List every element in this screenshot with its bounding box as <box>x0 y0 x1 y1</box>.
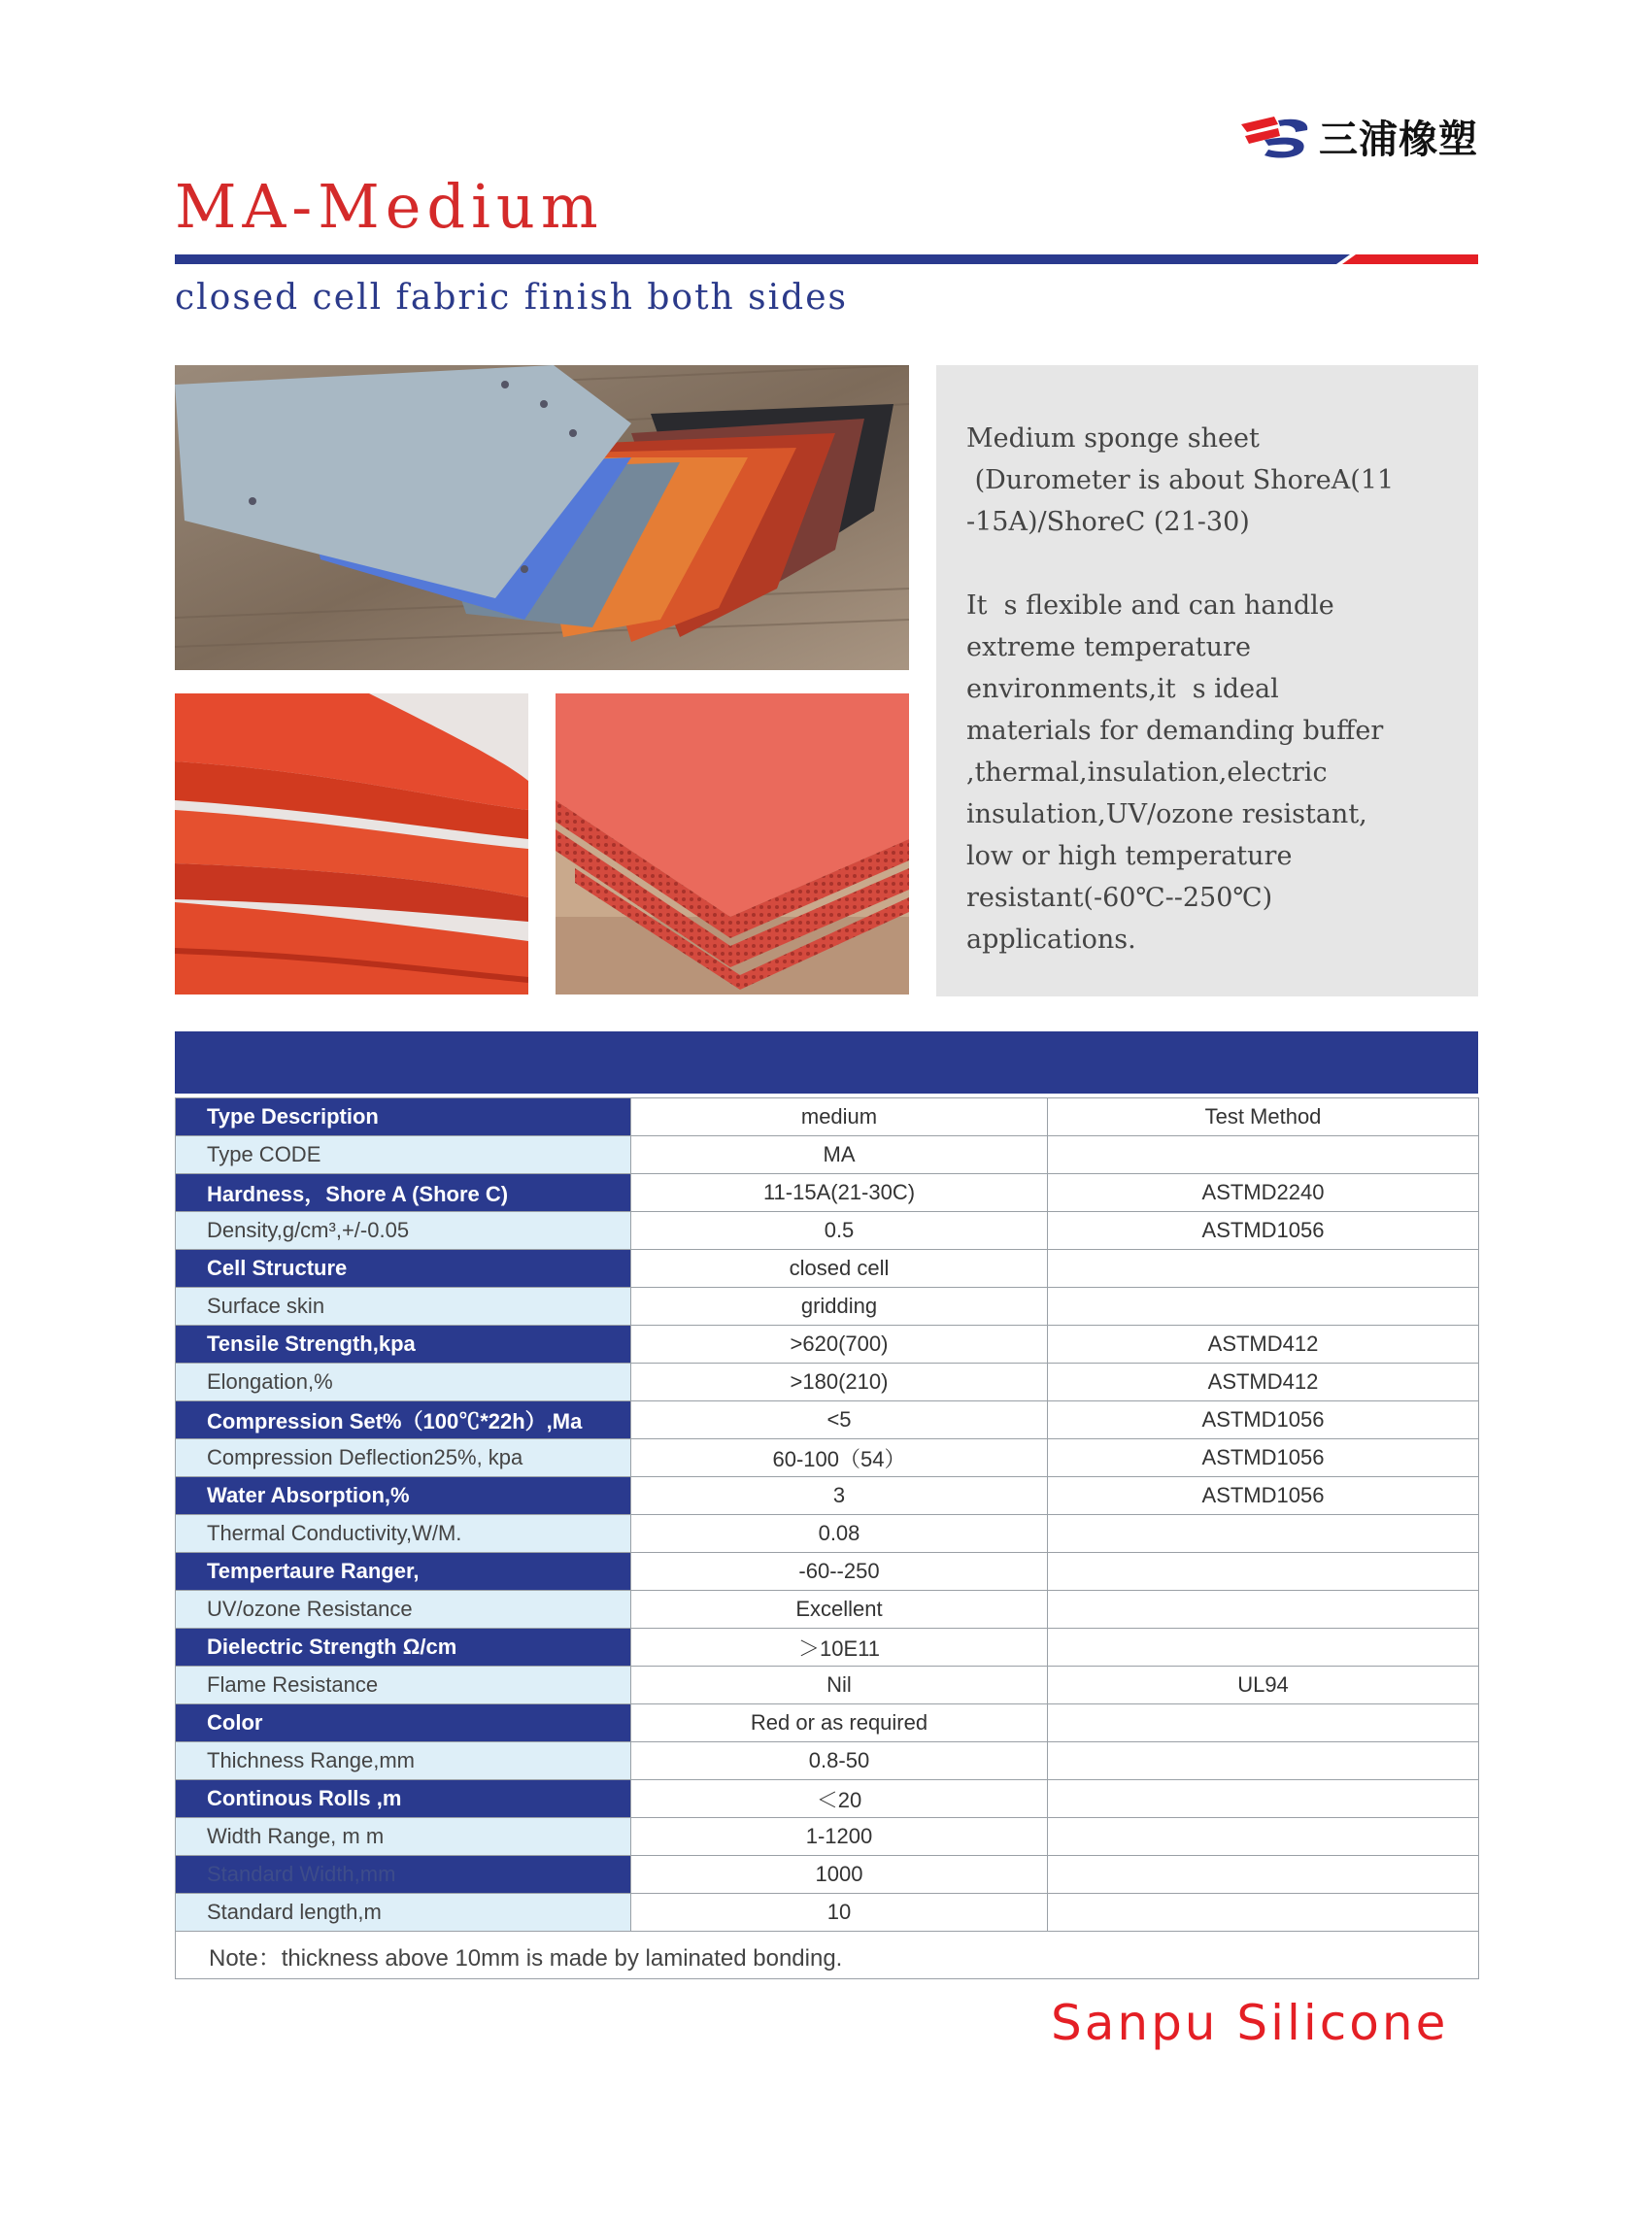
sp-logo-icon <box>1235 107 1313 165</box>
description-paragraph-2: It s flexible and can handle extreme temperature environments,it s ideal materials for demanding buffer ,thermal,insulation,electric insulation,UV/ozone resistant, low or high temperature resistant(-60℃--250℃) applications. <box>966 590 1384 955</box>
property-value: >620(700) <box>631 1326 1048 1364</box>
property-label: Type CODE <box>176 1136 631 1174</box>
table-row <box>176 1894 1479 1932</box>
property-label: Density,g/cm³,+/-0.05 <box>176 1212 631 1250</box>
test-method <box>1048 1856 1479 1894</box>
table-row <box>176 1780 1479 1818</box>
property-value: ＜20 <box>631 1780 1048 1818</box>
table-row <box>176 1250 1479 1288</box>
table-row <box>176 1553 1479 1591</box>
test-method: Test Method <box>1048 1098 1479 1136</box>
test-method: ASTMD2240 <box>1048 1174 1479 1212</box>
test-method: ASTMD412 <box>1048 1364 1479 1401</box>
header-rule <box>175 254 1478 264</box>
table-row <box>176 1742 1479 1780</box>
test-method <box>1048 1515 1479 1553</box>
property-value: ＞10E11 <box>631 1629 1048 1667</box>
table-row <box>176 1326 1479 1364</box>
test-method <box>1048 1553 1479 1591</box>
table-note-row <box>176 1932 1479 1979</box>
spec-table <box>175 1097 1479 1979</box>
table-row <box>176 1401 1479 1439</box>
test-method <box>1048 1288 1479 1326</box>
test-method: ASTMD1056 <box>1048 1401 1479 1439</box>
product-photo-foam-layers <box>556 693 909 995</box>
property-label: Color <box>176 1704 631 1742</box>
test-method <box>1048 1250 1479 1288</box>
property-value: <5 <box>631 1401 1048 1439</box>
property-value: -60--250 <box>631 1553 1048 1591</box>
test-method: UL94 <box>1048 1667 1479 1704</box>
property-value: 1000 <box>631 1856 1048 1894</box>
property-label: Compression Deflection25%, kpa <box>176 1439 631 1477</box>
table-row <box>176 1515 1479 1553</box>
property-value: gridding <box>631 1288 1048 1326</box>
table-row <box>176 1667 1479 1704</box>
page-subtitle: closed cell fabric finish both sides <box>175 278 848 318</box>
brand-name: Sanpu Silicone <box>1051 1995 1449 2051</box>
property-value: 11-15A(21-30C) <box>631 1174 1048 1212</box>
test-method <box>1048 1704 1479 1742</box>
table-row <box>176 1856 1479 1894</box>
property-value: 1-1200 <box>631 1818 1048 1856</box>
property-label: Standard Width,mm <box>176 1856 631 1894</box>
product-photo-sheets <box>175 365 909 670</box>
property-value: Red or as required <box>631 1704 1048 1742</box>
table-header-bar <box>175 1031 1478 1094</box>
table-note: Note：thickness above 10mm is made by laminated bonding. <box>176 1932 1479 1979</box>
property-label: Tensile Strength,kpa <box>176 1326 631 1364</box>
property-value: closed cell <box>631 1250 1048 1288</box>
property-value: Excellent <box>631 1591 1048 1629</box>
property-value: 0.08 <box>631 1515 1048 1553</box>
property-value: 3 <box>631 1477 1048 1515</box>
test-method <box>1048 1818 1479 1856</box>
property-label: Width Range, m m <box>176 1818 631 1856</box>
table-row <box>176 1212 1479 1250</box>
property-value: Nil <box>631 1667 1048 1704</box>
property-label: Elongation,% <box>176 1364 631 1401</box>
test-method <box>1048 1136 1479 1174</box>
property-value: 0.5 <box>631 1212 1048 1250</box>
test-method <box>1048 1591 1479 1629</box>
property-label: Continous Rolls ,m <box>176 1780 631 1818</box>
property-value: MA <box>631 1136 1048 1174</box>
table-row <box>176 1288 1479 1326</box>
description-panel <box>936 365 1478 996</box>
property-label: Thermal Conductivity,W/M. <box>176 1515 631 1553</box>
property-label: Hardness，Shore A (Shore C) <box>176 1174 631 1212</box>
table-row <box>176 1098 1479 1136</box>
table-row <box>176 1704 1479 1742</box>
table-row <box>176 1136 1479 1174</box>
test-method <box>1048 1780 1479 1818</box>
test-method: ASTMD1056 <box>1048 1212 1479 1250</box>
table-row <box>176 1591 1479 1629</box>
description-paragraph-1: Medium sponge sheet (Durometer is about ShoreA(11 -15A)/ShoreC (21-30) <box>966 423 1395 537</box>
property-label: Flame Resistance <box>176 1667 631 1704</box>
table-row <box>176 1439 1479 1477</box>
property-label: Surface skin <box>176 1288 631 1326</box>
property-value: 60-100（54） <box>631 1439 1048 1477</box>
property-label: UV/ozone Resistance <box>176 1591 631 1629</box>
table-row <box>176 1477 1479 1515</box>
property-label: Compression Set%（100℃*22h）,Ma <box>176 1401 631 1439</box>
table-row <box>176 1174 1479 1212</box>
test-method: ASTMD412 <box>1048 1326 1479 1364</box>
product-photo-red-stack <box>175 693 528 995</box>
test-method <box>1048 1742 1479 1780</box>
page-title: MA-Medium <box>175 171 604 242</box>
test-method: ASTMD1056 <box>1048 1477 1479 1515</box>
property-value: 0.8-50 <box>631 1742 1048 1780</box>
table-row <box>176 1364 1479 1401</box>
property-value: 10 <box>631 1894 1048 1932</box>
property-label: Water Absorption,% <box>176 1477 631 1515</box>
property-label: Type Description <box>176 1098 631 1136</box>
test-method <box>1048 1894 1479 1932</box>
property-value: medium <box>631 1098 1048 1136</box>
property-label: Cell Structure <box>176 1250 631 1288</box>
company-logo <box>1235 107 1488 165</box>
property-label: Dielectric Strength Ω/cm <box>176 1629 631 1667</box>
table-row <box>176 1629 1479 1667</box>
table-row <box>176 1818 1479 1856</box>
property-label: Standard length,m <box>176 1894 631 1932</box>
property-label: Thichness Range,mm <box>176 1742 631 1780</box>
test-method: ASTMD1056 <box>1048 1439 1479 1477</box>
property-label: Tempertaure Ranger, <box>176 1553 631 1591</box>
property-value: >180(210) <box>631 1364 1048 1401</box>
test-method <box>1048 1629 1479 1667</box>
logo-text: 三浦橡塑 <box>1319 117 1478 162</box>
